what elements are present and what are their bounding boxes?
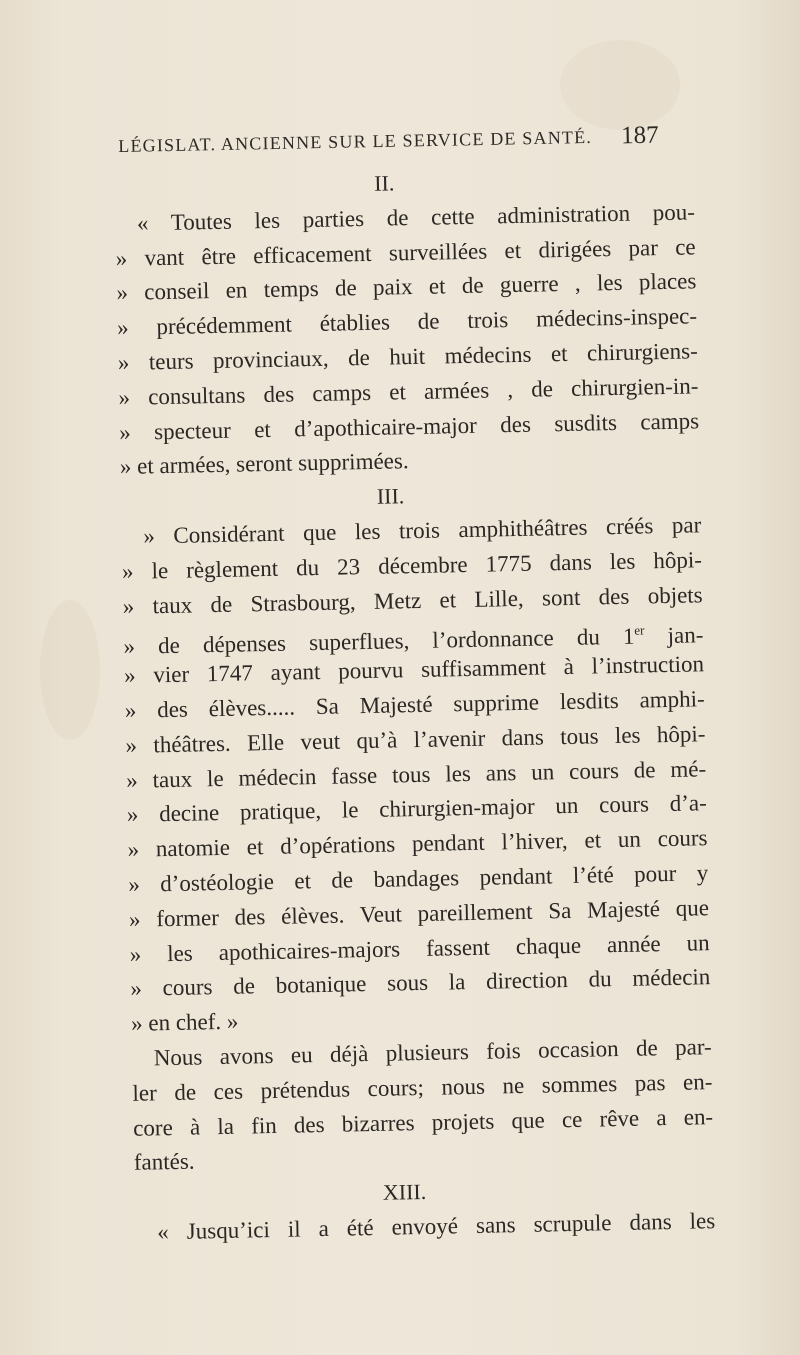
- text-line: » natomie et d’opérations pendant l’hiver, et un cours: [127, 825, 708, 863]
- text-line: » Considérant que les trois amphithéâtres créés par: [143, 512, 702, 549]
- text-line: « Toutes les parties de cette administration pou-: [136, 199, 696, 236]
- section-heading-xiii: XIII.: [382, 1179, 427, 1205]
- text-line: » précédemment établies de trois médecins-inspec-: [116, 303, 698, 341]
- section-heading-iii: III.: [376, 483, 405, 509]
- paper-stain: [40, 600, 100, 740]
- text-line: » vier 1747 ayant pourvu suffisamment à l’instruction: [123, 651, 705, 689]
- text-line: » le règlement du 23 décembre 1775 dans les hôpi-: [121, 547, 703, 584]
- text-line: Nous avons eu déjà plusieurs fois occasion de par-: [153, 1034, 712, 1071]
- text-line: » consultans des camps et armées , de chirurgien-in-: [118, 373, 699, 410]
- superscript: er: [634, 622, 645, 639]
- text-line: » et armées, seront supprimées.: [119, 448, 409, 480]
- running-head-title: LÉGISLAT. ANCIENNE SUR LE SERVICE DE SANTÉ.: [118, 126, 593, 156]
- text-line: » specteur et d’apothicaire-major des susdits camps: [118, 407, 700, 445]
- commentary-paragraph: [131, 1030, 714, 1181]
- text-fragment: jan-: [644, 622, 704, 649]
- text-line: » d’ostéologie et de bandages pendant l’été pour y: [128, 860, 709, 897]
- running-head: [118, 120, 719, 166]
- section-heading-ii: II.: [373, 170, 395, 196]
- page-number: 187: [620, 121, 659, 150]
- text-line: « Jusqu’ici il a été envoyé sans scrupule dans les: [157, 1208, 716, 1245]
- paragraph-iii: [121, 508, 711, 1041]
- text-line: core à la fin des bizarres projets que ce rêve a en-: [132, 1103, 714, 1141]
- text-line: » taux de Strasbourg, Metz et Lille, sont des objets: [122, 581, 703, 619]
- text-line: » théâtres. Elle veut qu’à l’avenir dans tous les hôpi-: [125, 720, 706, 758]
- text-line: » former des élèves. Veut pareillement Sa Majesté que: [128, 894, 710, 932]
- text-line: » en chef. »: [130, 1008, 239, 1036]
- text-line: » les apothicaires-majors fassent chaque année un: [129, 929, 710, 967]
- body-text: [114, 160, 716, 1250]
- text-line: fantés.: [133, 1148, 195, 1176]
- text-line: » des élèves..... Sa Majesté supprime lesdits amphi-: [124, 686, 705, 723]
- text-fragment: » de dépenses superflues, l’ordonnance du 1: [123, 624, 635, 660]
- text-line: » cours de botanique sous la direction du médecin: [130, 964, 711, 1002]
- text-line: » taux le médecin fasse tous les ans un cours de mé-: [125, 755, 707, 793]
- text-line: ler de ces prétendus cours; nous ne sommes pas en-: [132, 1068, 713, 1106]
- paper-stain: [560, 40, 680, 130]
- paragraph-ii: [115, 195, 700, 485]
- text-line: » vant être efficacement surveillées et dirigées par ce: [115, 233, 696, 271]
- text-line: » teurs provinciaux, de huit médecins et chirurgiens-: [117, 338, 698, 375]
- text-line: » conseil en temps de paix et de guerre , les places: [116, 268, 697, 306]
- text-line: » decine pratique, le chirurgien-major un cours d’a-: [126, 790, 708, 828]
